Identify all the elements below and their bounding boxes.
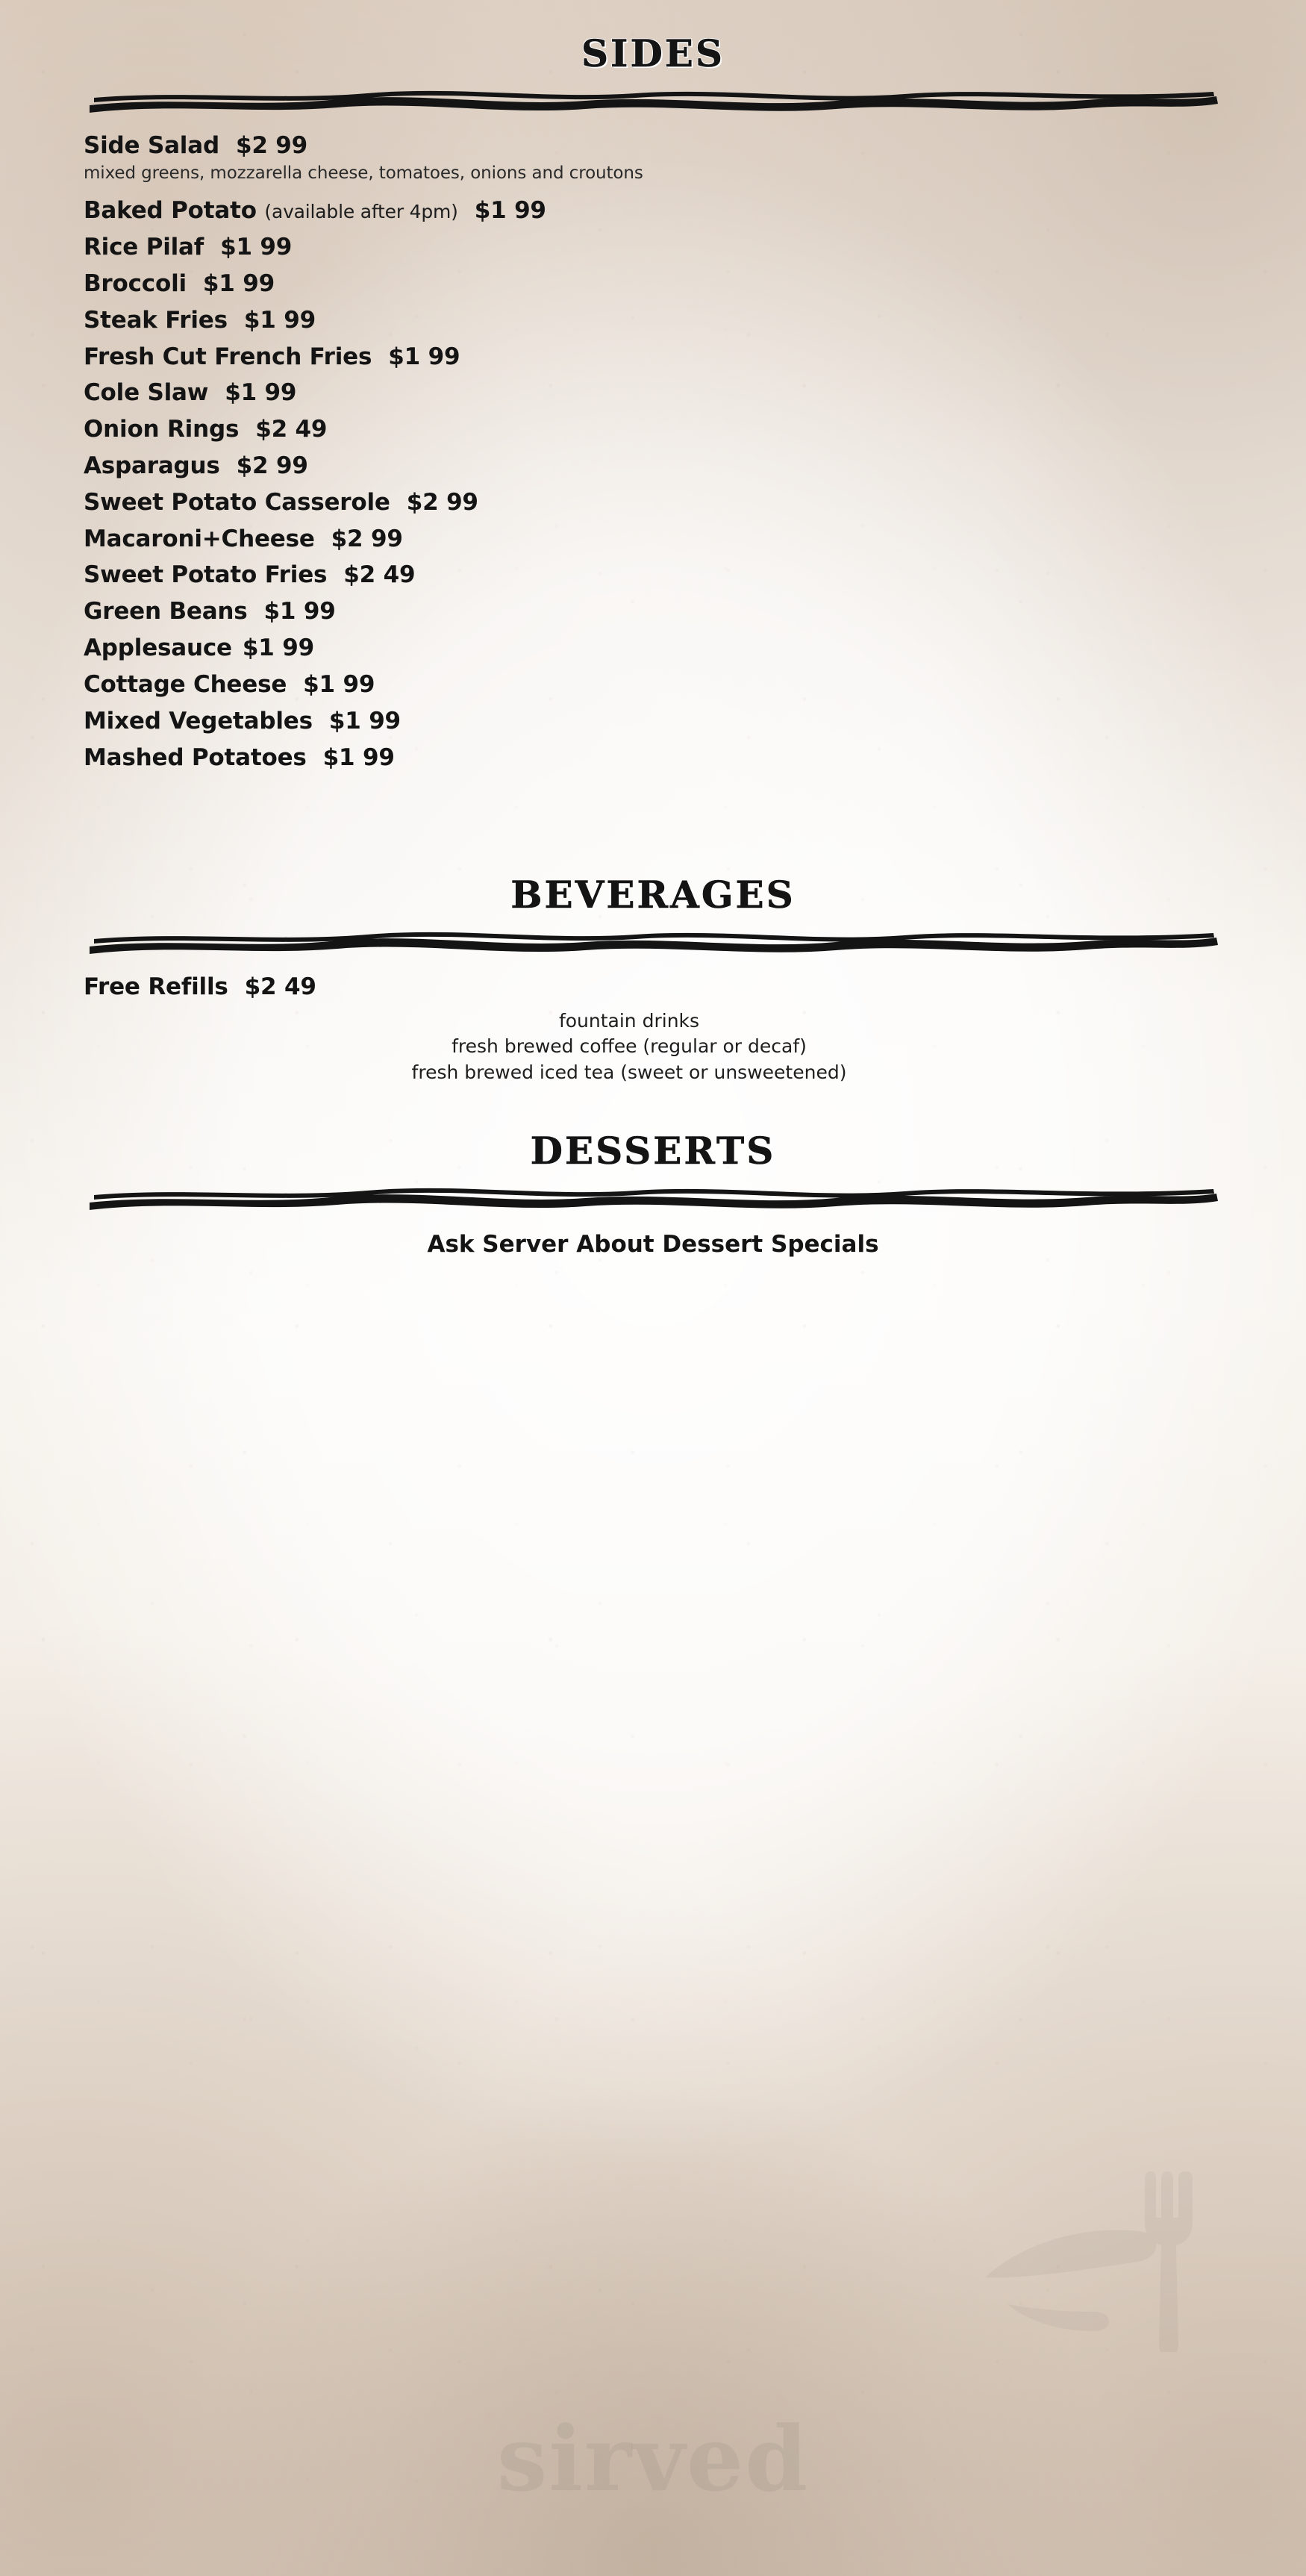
beverage-option: fresh brewed iced tea (sweet or unsweetened)	[411, 1061, 847, 1083]
dessert-note: Ask Server About Dessert Specials	[427, 1230, 879, 1258]
menu-item	[84, 744, 1222, 773]
item-price: $2 49	[343, 561, 416, 589]
menu-item	[84, 598, 1222, 626]
item-price: $1 99	[474, 197, 546, 225]
watermark-text: sirved	[496, 2407, 810, 2512]
item-price: $2 99	[331, 525, 403, 552]
menu-content	[0, 0, 1306, 1258]
menu-item	[84, 489, 1222, 517]
fork-knife-icon	[963, 2165, 1216, 2352]
item-price: $1 99	[322, 743, 395, 771]
item-name: Applesauce	[84, 634, 232, 662]
item-name: Steak Fries	[84, 306, 228, 334]
menu-item	[84, 708, 1222, 736]
item-name: Baked Potato	[84, 197, 257, 225]
item-name: Sweet Potato Casserole	[84, 488, 390, 516]
menu-item	[84, 343, 1222, 372]
item-price: $1 99	[225, 379, 297, 407]
divider-desserts	[84, 1183, 1222, 1213]
menu-item	[84, 379, 1222, 408]
item-price: $1 99	[388, 343, 460, 370]
sides-item-list	[84, 132, 1222, 773]
item-name: Sweet Potato Fries	[84, 561, 328, 589]
item-price: $1 99	[263, 598, 336, 626]
section-title-sides: SIDES	[581, 31, 725, 75]
item-name: Broccoli	[84, 269, 187, 297]
item-price: $1 99	[202, 269, 275, 297]
divider-beverages	[84, 927, 1222, 957]
item-name: Cottage Cheese	[84, 670, 287, 698]
item-description: mixed greens, mozzarella cheese, tomatoes, onions and croutons	[84, 163, 643, 184]
menu-item	[84, 234, 1222, 262]
menu-item	[84, 307, 1222, 335]
section-title-desserts: DESSERTS	[530, 1129, 776, 1173]
item-name: Mashed Potatoes	[84, 743, 307, 771]
item-name: Macaroni+Cheese	[84, 525, 315, 552]
item-price: $1 99	[242, 634, 314, 662]
item-price: $1 99	[243, 306, 316, 334]
menu-item	[84, 416, 1222, 444]
beverage-options	[84, 1008, 1175, 1086]
menu-item	[84, 634, 1222, 663]
menu-item	[84, 671, 1222, 699]
item-price: $2 49	[244, 973, 316, 1000]
menu-item	[84, 561, 1222, 590]
beverage-option: fresh brewed coffee (regular or decaf)	[452, 1035, 807, 1058]
item-name: Asparagus	[84, 452, 220, 480]
item-note: (available after 4pm)	[264, 201, 458, 223]
item-price: $1 99	[303, 670, 375, 698]
item-name: Free Refills	[84, 973, 228, 1000]
menu-item	[84, 132, 1222, 184]
item-price: $2 99	[406, 488, 478, 516]
beverage-header	[84, 973, 1222, 1002]
menu-item	[84, 526, 1222, 554]
item-name: Fresh Cut French Fries	[84, 343, 372, 370]
item-name: Onion Rings	[84, 416, 240, 443]
item-name: Cole Slaw	[84, 379, 209, 407]
item-price: $2 99	[235, 131, 308, 159]
item-price: $2 99	[236, 452, 308, 480]
item-name: Green Beans	[84, 598, 248, 626]
item-name: Mixed Vegetables	[84, 707, 313, 735]
item-name: Side Salad	[84, 131, 219, 159]
menu-item	[84, 270, 1222, 299]
beverage-option: fountain drinks	[558, 1009, 700, 1032]
section-title-beverages: BEVERAGES	[510, 873, 796, 917]
divider-sides	[84, 86, 1222, 116]
item-price: $1 99	[220, 234, 293, 261]
item-name: Rice Pilaf	[84, 234, 204, 261]
item-price: $2 49	[255, 416, 328, 443]
menu-item	[84, 452, 1222, 481]
item-price: $1 99	[328, 707, 401, 735]
menu-item	[84, 197, 1222, 225]
